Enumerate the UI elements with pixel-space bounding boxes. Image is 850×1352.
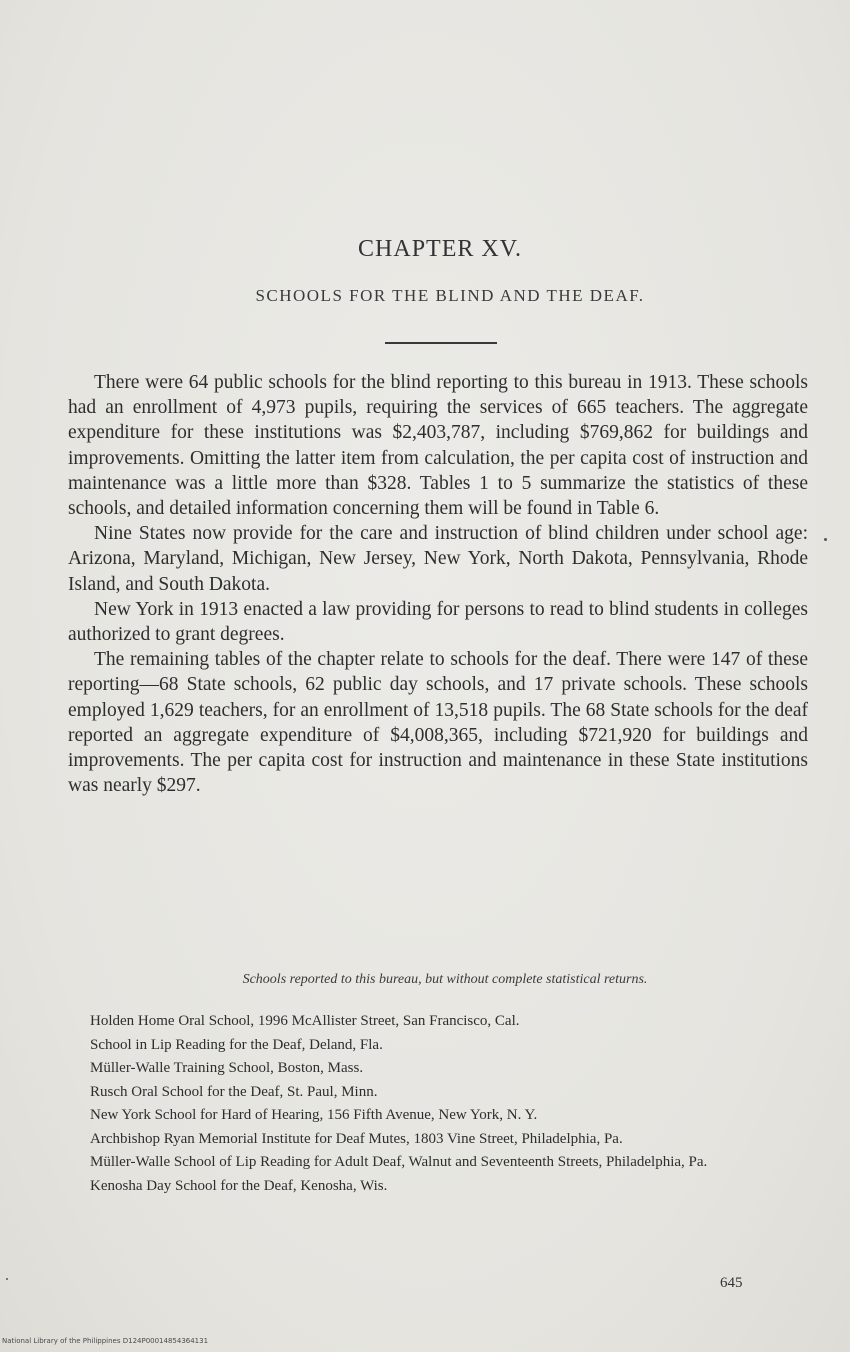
schools-list-heading: Schools reported to this bureau, but without complete statistical returns.	[242, 972, 648, 987]
paragraph-deaf-schools: The remaining tables of the chapter relate to schools for the deaf. There were 147 of these reporting—68 State schools, 62 public day schools, and 17 private schools. These schools employed 1,629 teachers, for an enrollment of 13,518 pupils. The 68 State schools for the deaf reported an aggregate expenditure of $4,008,365, including $721,920 for buildings and improvements. The per capita cost for instruction and maintenance in these State institutions was nearly $297.	[68, 649, 808, 797]
list-item: Holden Home Oral School, 1996 McAllister Street, San Francisco, Cal.	[90, 1013, 520, 1029]
chapter-subtitle: SCHOOLS FOR THE BLIND AND THE DEAF.	[255, 286, 645, 305]
chapter-title: CHAPTER XV.	[358, 236, 522, 262]
list-item: Müller-Walle School of Lip Reading for Adult Deaf, Walnut and Seventeenth Streets, Philadelphia, Pa.	[90, 1154, 708, 1170]
schools-list	[68, 1010, 808, 1198]
list-item: Rusch Oral School for the Deaf, St. Paul, Minn.	[90, 1083, 378, 1100]
list-item: Kenosha Day School for the Deaf, Kenosha, Wis.	[90, 1177, 388, 1194]
chapter-body	[68, 370, 808, 798]
paragraph-new-york-law: New York in 1913 enacted a law providing for persons to read to blind students in colleges authorized to grant degrees.	[68, 598, 808, 646]
list-item: New York School for Hard of Hearing, 156 Fifth Avenue, New York, N. Y.	[90, 1107, 538, 1123]
scan-speck	[824, 538, 827, 541]
divider-rule	[385, 342, 497, 344]
page-number: 645	[720, 1275, 743, 1291]
paragraph-preschool-states: Nine States now provide for the care and instruction of blind children under school age: Arizona, Maryland, Michigan, New Jersey, New York, North Dakota, Pennsylvania, Rhode Island, and South Dakota.	[68, 523, 808, 595]
list-item: Müller-Walle Training School, Boston, Mass.	[90, 1060, 364, 1076]
paragraph-blind-schools: There were 64 public schools for the blind reporting to this bureau in 1913. These schools had an enrollment of 4,973 pupils, requiring the services of 665 teachers. The aggregate expenditure for these institutions was $2,403,787, including $769,862 for buildings and improvements. Omitting the latter item from calculation, the per capita cost of instruction and maintenance was a little more than $328. Tables 1 to 5 summarize the statistics of these schools, and detailed information concerning them will be found in Table 6.	[68, 372, 808, 520]
list-item: Archbishop Ryan Memorial Institute for Deaf Mutes, 1803 Vine Street, Philadelphia, Pa.	[90, 1130, 623, 1147]
scan-speck	[6, 1278, 8, 1280]
library-stamp: National Library of the Philippines D124P00014854364131	[2, 1337, 209, 1345]
list-item: School in Lip Reading for the Deaf, Deland, Fla.	[90, 1036, 383, 1053]
